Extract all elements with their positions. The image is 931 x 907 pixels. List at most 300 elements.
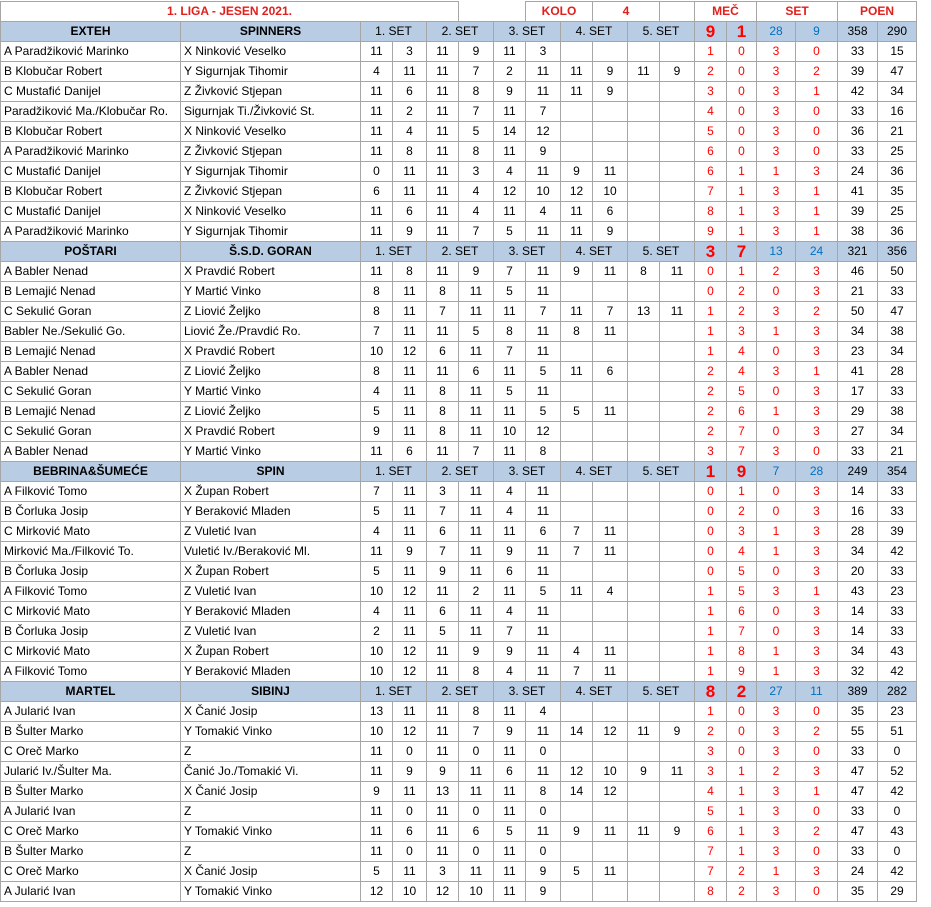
match-total-home: 9 xyxy=(695,22,727,42)
sets-won-away: 0 xyxy=(796,842,838,862)
sets-won-home: 0 xyxy=(757,602,796,622)
set-score: 7 xyxy=(494,622,526,642)
match-header-row xyxy=(1,462,917,482)
set-score: 11 xyxy=(459,782,494,802)
set-score: 7 xyxy=(459,62,494,82)
points-home: 39 xyxy=(838,202,878,222)
set-score: 7 xyxy=(593,302,628,322)
set-score: 11 xyxy=(494,882,526,902)
home-player: C Sekulić Goran xyxy=(1,422,181,442)
set-score: 11 xyxy=(427,202,459,222)
running-match-away: 1 xyxy=(727,482,757,502)
set-score: 11 xyxy=(660,302,695,322)
game-row xyxy=(1,162,917,182)
home-player: Babler Ne./Sekulić Go. xyxy=(1,322,181,342)
sets-won-away: 1 xyxy=(796,582,838,602)
set-total-home: 28 xyxy=(757,22,796,42)
sets-won-home: 3 xyxy=(757,302,796,322)
set-score: 11 xyxy=(427,42,459,62)
sets-won-home: 3 xyxy=(757,822,796,842)
set-score: 11 xyxy=(459,282,494,302)
home-player: C Mirković Mato xyxy=(1,522,181,542)
set-score: 10 xyxy=(459,882,494,902)
points-home: 42 xyxy=(838,82,878,102)
set-score: 11 xyxy=(526,642,561,662)
points-home: 33 xyxy=(838,142,878,162)
set-score: 11 xyxy=(427,842,459,862)
points-home: 35 xyxy=(838,882,878,902)
running-match-home: 4 xyxy=(695,782,727,802)
set-score: 7 xyxy=(561,542,593,562)
set-score: 12 xyxy=(427,882,459,902)
match-total-away: 1 xyxy=(727,22,757,42)
set-score: 14 xyxy=(561,722,593,742)
home-player: A Jularić Ivan xyxy=(1,802,181,822)
set-score: 12 xyxy=(593,722,628,742)
game-row xyxy=(1,842,917,862)
set-score: 11 xyxy=(361,102,393,122)
running-match-away: 0 xyxy=(727,702,757,722)
home-player: C Oreč Marko xyxy=(1,822,181,842)
set-score xyxy=(593,622,628,642)
sets-won-away: 2 xyxy=(796,302,838,322)
away-player: Z Vuletić Ivan xyxy=(181,582,361,602)
away-player: Z xyxy=(181,842,361,862)
set-score: 10 xyxy=(361,342,393,362)
set-score: 11 xyxy=(526,562,561,582)
set-score: 11 xyxy=(361,122,393,142)
game-row xyxy=(1,82,917,102)
set-score: 11 xyxy=(561,582,593,602)
points-home: 33 xyxy=(838,802,878,822)
set-score: 0 xyxy=(526,742,561,762)
points-total-away: 356 xyxy=(878,242,917,262)
away-player: Y Martić Vinko xyxy=(181,382,361,402)
sets-won-away: 3 xyxy=(796,342,838,362)
set-score: 11 xyxy=(361,802,393,822)
set-score xyxy=(628,562,660,582)
sets-won-home: 1 xyxy=(757,862,796,882)
home-player: A Jularić Ivan xyxy=(1,702,181,722)
set-score: 3 xyxy=(526,42,561,62)
set-score: 11 xyxy=(427,442,459,462)
set-score: 12 xyxy=(561,762,593,782)
sets-won-away: 0 xyxy=(796,702,838,722)
running-match-home: 6 xyxy=(695,142,727,162)
set-score: 6 xyxy=(494,562,526,582)
running-match-away: 7 xyxy=(727,622,757,642)
set-score xyxy=(561,122,593,142)
game-row xyxy=(1,182,917,202)
set-score: 11 xyxy=(593,402,628,422)
home-player: C Mustafić Danijel xyxy=(1,162,181,182)
running-match-home: 4 xyxy=(695,102,727,122)
set-score: 11 xyxy=(393,362,427,382)
set-score: 11 xyxy=(393,402,427,422)
away-player: X Pravdić Robert xyxy=(181,422,361,442)
set-score: 11 xyxy=(494,702,526,722)
away-player: Z Živković Stjepan xyxy=(181,182,361,202)
points-home: 14 xyxy=(838,602,878,622)
set-score xyxy=(660,562,695,582)
set-score: 10 xyxy=(593,762,628,782)
home-player: B Lemajić Nenad xyxy=(1,402,181,422)
points-home: 14 xyxy=(838,482,878,502)
set-score xyxy=(660,202,695,222)
set-score xyxy=(660,522,695,542)
sets-won-home: 3 xyxy=(757,202,796,222)
sets-won-away: 1 xyxy=(796,82,838,102)
set-score: 11 xyxy=(494,202,526,222)
set-score: 8 xyxy=(561,322,593,342)
set-score: 7 xyxy=(561,662,593,682)
title-row xyxy=(1,2,917,22)
set-score xyxy=(660,662,695,682)
set-score xyxy=(660,882,695,902)
points-home: 33 xyxy=(838,42,878,62)
match-header-row xyxy=(1,682,917,702)
sets-won-away: 3 xyxy=(796,562,838,582)
sets-won-home: 3 xyxy=(757,362,796,382)
points-total-home: 249 xyxy=(838,462,878,482)
away-player: Y Sigurnjak Tihomir xyxy=(181,162,361,182)
set-score xyxy=(593,102,628,122)
set-score: 6 xyxy=(459,822,494,842)
set-score: 11 xyxy=(494,802,526,822)
sets-won-home: 2 xyxy=(757,262,796,282)
sets-won-away: 1 xyxy=(796,202,838,222)
away-player: Čanić Jo./Tomakić Vi. xyxy=(181,762,361,782)
set-score xyxy=(561,742,593,762)
match-total-away: 9 xyxy=(727,462,757,482)
sets-won-home: 1 xyxy=(757,642,796,662)
set-score xyxy=(660,602,695,622)
set-score xyxy=(628,842,660,862)
set-score: 6 xyxy=(593,362,628,382)
set-score: 9 xyxy=(393,542,427,562)
points-home: 28 xyxy=(838,522,878,542)
set-score: 9 xyxy=(526,862,561,882)
set-score: 8 xyxy=(427,282,459,302)
sets-won-away: 3 xyxy=(796,282,838,302)
set-score: 11 xyxy=(393,302,427,322)
kolo-label: KOLO xyxy=(526,2,593,22)
points-home: 16 xyxy=(838,502,878,522)
set-score: 0 xyxy=(459,802,494,822)
game-row xyxy=(1,202,917,222)
set-score: 11 xyxy=(393,562,427,582)
home-player: C Mustafić Danijel xyxy=(1,82,181,102)
mec-label: MEČ xyxy=(695,2,757,22)
set-score xyxy=(660,482,695,502)
sets-won-home: 1 xyxy=(757,402,796,422)
points-home: 41 xyxy=(838,182,878,202)
points-home: 43 xyxy=(838,582,878,602)
sets-won-away: 1 xyxy=(796,222,838,242)
away-player: Y Beraković Mladen xyxy=(181,502,361,522)
sets-won-home: 1 xyxy=(757,542,796,562)
home-player: B Šulter Marko xyxy=(1,782,181,802)
running-match-home: 1 xyxy=(695,602,727,622)
set-score: 9 xyxy=(494,542,526,562)
home-player: C Mirković Mato xyxy=(1,602,181,622)
set-score xyxy=(628,502,660,522)
set-score: 4 xyxy=(494,482,526,502)
running-match-away: 0 xyxy=(727,742,757,762)
away-player: Y Martić Vinko xyxy=(181,442,361,462)
set-score: 5 xyxy=(459,122,494,142)
running-match-away: 0 xyxy=(727,102,757,122)
set-score: 0 xyxy=(393,802,427,822)
set-score: 8 xyxy=(393,142,427,162)
set-score xyxy=(660,782,695,802)
game-row xyxy=(1,862,917,882)
set-score: 11 xyxy=(427,702,459,722)
home-team-name: MARTEL xyxy=(1,682,181,702)
set-score xyxy=(628,422,660,442)
set-score: 11 xyxy=(393,862,427,882)
game-row xyxy=(1,702,917,722)
set-score: 9 xyxy=(427,762,459,782)
set-score: 10 xyxy=(526,182,561,202)
game-row xyxy=(1,422,917,442)
set-score xyxy=(628,522,660,542)
set-score: 9 xyxy=(494,722,526,742)
running-match-home: 1 xyxy=(695,342,727,362)
set-header: 1. SET xyxy=(361,242,427,262)
running-match-home: 2 xyxy=(695,722,727,742)
away-player: Liović Že./Pravdić Ro. xyxy=(181,322,361,342)
sets-won-away: 0 xyxy=(796,442,838,462)
sets-won-home: 1 xyxy=(757,322,796,342)
set-score: 11 xyxy=(526,542,561,562)
set-score xyxy=(628,222,660,242)
points-home: 35 xyxy=(838,702,878,722)
set-score: 9 xyxy=(526,882,561,902)
game-row xyxy=(1,602,917,622)
set-score xyxy=(660,142,695,162)
points-home: 23 xyxy=(838,342,878,362)
set-score: 0 xyxy=(459,842,494,862)
set-score: 12 xyxy=(494,182,526,202)
running-match-away: 2 xyxy=(727,302,757,322)
home-player: B Čorluka Josip xyxy=(1,622,181,642)
points-away: 23 xyxy=(878,702,917,722)
game-row xyxy=(1,342,917,362)
set-header: 5. SET xyxy=(628,682,695,702)
sets-won-away: 0 xyxy=(796,802,838,822)
home-player: Jularić Iv./Šulter Ma. xyxy=(1,762,181,782)
points-home: 46 xyxy=(838,262,878,282)
set-score: 9 xyxy=(561,262,593,282)
set-score xyxy=(561,142,593,162)
points-away: 43 xyxy=(878,642,917,662)
set-total-away: 11 xyxy=(796,682,838,702)
set-score: 11 xyxy=(393,522,427,542)
running-match-home: 7 xyxy=(695,842,727,862)
points-home: 33 xyxy=(838,102,878,122)
set-score: 8 xyxy=(361,302,393,322)
set-score: 7 xyxy=(526,102,561,122)
points-away: 33 xyxy=(878,602,917,622)
set-score xyxy=(561,702,593,722)
points-away: 38 xyxy=(878,402,917,422)
sets-won-away: 1 xyxy=(796,782,838,802)
set-score: 4 xyxy=(361,522,393,542)
home-player: A Filković Tomo xyxy=(1,662,181,682)
set-total-away: 28 xyxy=(796,462,838,482)
set-score: 11 xyxy=(459,762,494,782)
away-player: Y Tomakić Vinko xyxy=(181,722,361,742)
sets-won-away: 3 xyxy=(796,662,838,682)
set-score xyxy=(561,502,593,522)
away-player: Z xyxy=(181,742,361,762)
set-score: 5 xyxy=(361,402,393,422)
set-score: 9 xyxy=(427,562,459,582)
points-away: 33 xyxy=(878,562,917,582)
match-header-row xyxy=(1,22,917,42)
set-score xyxy=(561,562,593,582)
home-player: A Babler Nenad xyxy=(1,262,181,282)
sets-won-home: 0 xyxy=(757,562,796,582)
set-score xyxy=(561,342,593,362)
sets-won-home: 3 xyxy=(757,582,796,602)
sets-won-away: 3 xyxy=(796,762,838,782)
points-home: 29 xyxy=(838,402,878,422)
set-score xyxy=(660,402,695,422)
sets-won-away: 3 xyxy=(796,422,838,442)
set-score: 11 xyxy=(427,162,459,182)
set-score: 9 xyxy=(660,822,695,842)
set-score: 11 xyxy=(361,262,393,282)
set-score: 4 xyxy=(494,502,526,522)
set-score: 11 xyxy=(427,722,459,742)
set-score xyxy=(593,802,628,822)
sets-won-home: 0 xyxy=(757,342,796,362)
sets-won-home: 3 xyxy=(757,62,796,82)
running-match-away: 8 xyxy=(727,642,757,662)
set-score xyxy=(628,282,660,302)
sets-won-away: 3 xyxy=(796,622,838,642)
set-score: 5 xyxy=(494,282,526,302)
set-score: 8 xyxy=(526,782,561,802)
set-score: 7 xyxy=(459,102,494,122)
set-score: 11 xyxy=(494,742,526,762)
set-score: 5 xyxy=(459,322,494,342)
set-score: 11 xyxy=(561,362,593,382)
set-score xyxy=(660,502,695,522)
game-row xyxy=(1,302,917,322)
set-score: 5 xyxy=(526,362,561,382)
away-player: X Čanić Josip xyxy=(181,862,361,882)
game-row xyxy=(1,62,917,82)
set-score: 11 xyxy=(393,622,427,642)
home-player: Mirković Ma./Filković To. xyxy=(1,542,181,562)
game-row xyxy=(1,42,917,62)
set-score: 9 xyxy=(494,642,526,662)
running-match-home: 7 xyxy=(695,182,727,202)
running-match-away: 5 xyxy=(727,562,757,582)
set-score xyxy=(660,342,695,362)
sets-won-home: 3 xyxy=(757,742,796,762)
set-score: 11 xyxy=(459,382,494,402)
set-score: 11 xyxy=(526,262,561,282)
running-match-away: 4 xyxy=(727,362,757,382)
away-team-name: SPINNERS xyxy=(181,22,361,42)
points-away: 0 xyxy=(878,742,917,762)
sets-won-away: 3 xyxy=(796,862,838,882)
set-score: 11 xyxy=(393,162,427,182)
set-score: 4 xyxy=(361,602,393,622)
set-score: 11 xyxy=(526,482,561,502)
game-row xyxy=(1,782,917,802)
sets-won-away: 3 xyxy=(796,162,838,182)
running-match-home: 1 xyxy=(695,42,727,62)
set-score xyxy=(593,742,628,762)
sets-won-home: 3 xyxy=(757,702,796,722)
set-score: 9 xyxy=(459,262,494,282)
sets-won-home: 0 xyxy=(757,422,796,442)
away-player: X Čanić Josip xyxy=(181,782,361,802)
running-match-home: 3 xyxy=(695,742,727,762)
set-score: 6 xyxy=(361,182,393,202)
set-score: 11 xyxy=(526,162,561,182)
running-match-away: 2 xyxy=(727,502,757,522)
set-score: 7 xyxy=(494,262,526,282)
home-player: Paradžiković Ma./Klobučar Ro. xyxy=(1,102,181,122)
set-score: 11 xyxy=(427,62,459,82)
set-score: 11 xyxy=(361,762,393,782)
set-score: 0 xyxy=(459,742,494,762)
set-score: 8 xyxy=(526,442,561,462)
points-home: 34 xyxy=(838,322,878,342)
game-row xyxy=(1,222,917,242)
away-player: Y Tomakić Vinko xyxy=(181,822,361,842)
set-score xyxy=(628,882,660,902)
points-away: 25 xyxy=(878,202,917,222)
points-home: 33 xyxy=(838,842,878,862)
set-score: 11 xyxy=(427,82,459,102)
set-score: 11 xyxy=(526,322,561,342)
set-score: 11 xyxy=(561,62,593,82)
set-score xyxy=(628,602,660,622)
points-away: 15 xyxy=(878,42,917,62)
home-player: C Sekulić Goran xyxy=(1,382,181,402)
set-score: 11 xyxy=(526,222,561,242)
set-score xyxy=(660,382,695,402)
set-score: 12 xyxy=(526,122,561,142)
running-match-home: 2 xyxy=(695,422,727,442)
set-score xyxy=(628,742,660,762)
set-score: 7 xyxy=(361,482,393,502)
points-total-home: 358 xyxy=(838,22,878,42)
set-score: 9 xyxy=(494,82,526,102)
set-score: 11 xyxy=(561,82,593,102)
set-score: 6 xyxy=(593,202,628,222)
sets-won-home: 3 xyxy=(757,882,796,902)
set-score xyxy=(660,102,695,122)
set-score: 6 xyxy=(526,522,561,542)
home-team-name: POŠTARI xyxy=(1,242,181,262)
points-home: 47 xyxy=(838,782,878,802)
points-home: 47 xyxy=(838,762,878,782)
set-total-away: 24 xyxy=(796,242,838,262)
set-score: 11 xyxy=(561,222,593,242)
away-player: Y Sigurnjak Tihomir xyxy=(181,222,361,242)
sets-won-home: 3 xyxy=(757,142,796,162)
set-score: 11 xyxy=(427,262,459,282)
set-score xyxy=(561,42,593,62)
